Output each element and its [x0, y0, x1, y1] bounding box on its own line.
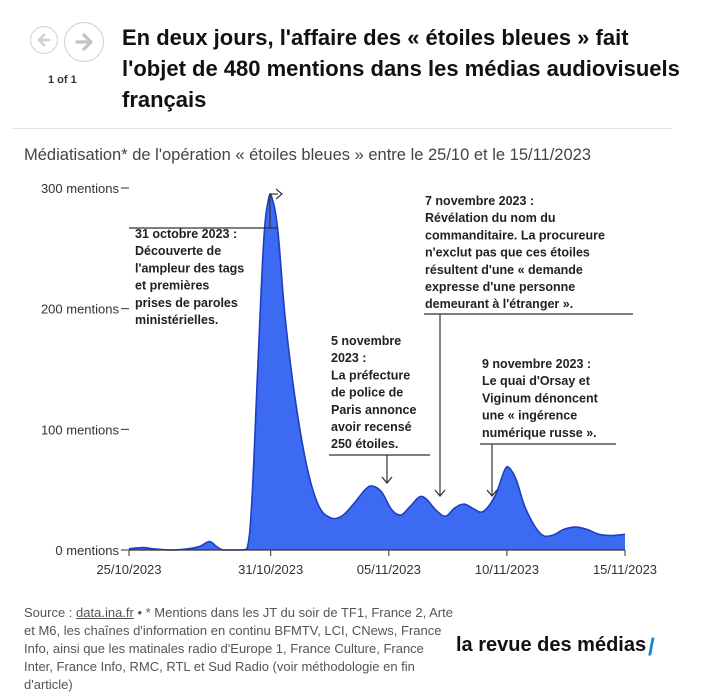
y-tick-label: 200 mentions: [40, 301, 119, 317]
annotation-line: 250 étoiles.: [331, 437, 399, 452]
y-tick-label: 300 mentions: [40, 181, 119, 196]
x-tick-label: 25/10/2023: [96, 562, 162, 577]
headline: En deux jours, l'affaire des « étoiles bleues » fait l'objet de 480 mentions dans les médias audiovisuels français: [122, 25, 680, 112]
annotation-line: résultent d'une « demande: [425, 262, 583, 277]
annotation-line: Révélation du nom du: [425, 211, 556, 226]
brand-logo: la revue des médias: [456, 634, 647, 656]
annotation-line: avoir recensé: [331, 420, 412, 434]
annotation-line: et premières: [135, 278, 210, 293]
annotation-line: prises de paroles: [135, 295, 238, 310]
annotation-line: n'exclut pas que ces étoiles: [425, 245, 590, 260]
annotation-line: commanditaire. La procureure: [425, 228, 605, 243]
page-counter: 1 of 1: [48, 74, 77, 86]
annotation-text: [331, 334, 416, 451]
source-link[interactable]: data.ina.fr: [76, 605, 134, 620]
source-prefix: Source :: [24, 605, 77, 620]
annotation-line: La préfecture: [331, 368, 411, 383]
annotation-line: de police de: [331, 385, 404, 400]
annotation-line: Paris annonce: [331, 402, 417, 417]
annotation-line: ministérielles.: [135, 313, 219, 327]
x-tick-label: 31/10/2023: [238, 562, 304, 577]
annotation-line: 7 novembre 2023 :: [425, 194, 535, 208]
brand-slash: /: [648, 634, 655, 661]
annotation-text: [425, 194, 605, 311]
annotation-line: numérique russe ».: [482, 425, 597, 440]
arrow-left-icon: [37, 33, 51, 47]
annotation-line: 31 octobre 2023 :: [135, 227, 238, 241]
annotation-text: [135, 227, 244, 327]
x-tick-label: 15/11/2023: [592, 562, 658, 577]
annotation-line: 9 novembre 2023 :: [482, 357, 592, 371]
annotation-line: 2023 :: [331, 351, 367, 366]
y-tick-label: 0 mentions: [55, 543, 119, 558]
y-tick-label: 100 mentions: [40, 422, 119, 438]
annotation-line: expresse d'une personne: [425, 280, 576, 294]
area-chart: [0, 170, 690, 590]
source-note: [24, 604, 454, 694]
chart-title: Médiatisation* de l'opération « étoiles bleues » entre le 25/10 et le 15/11/2023: [24, 146, 591, 164]
x-tick-label: 05/11/2023: [356, 562, 421, 577]
x-tick-label: 10/11/2023: [474, 562, 539, 577]
arrow-right-icon: [74, 32, 94, 52]
divider: [12, 128, 672, 129]
source-details: • * Mentions dans les JT du soir de TF1, France 2, Arte et M6, les chaînes d'information en continu BFMTV, LCI, CNews, France Info, ainsi que les matinales radio d'Europe 1, France Culture, France Inter, France Info, RMC, RTL et Sud Radio (voir méthodologie en fin d'article): [24, 605, 453, 692]
annotation-line: Découverte de: [135, 244, 222, 259]
next-button[interactable]: [64, 22, 104, 62]
annotation-line: 5 novembre: [331, 334, 402, 348]
annotation-line: Viginum dénoncent: [482, 391, 598, 406]
annotation-line: demeurant à l'étranger ».: [425, 297, 574, 312]
annotation-text: [482, 357, 599, 440]
annotation-line: l'ampleur des tags: [135, 261, 245, 276]
annotation-line: une « ingérence: [482, 408, 578, 423]
annotation-line: Le quai d'Orsay et: [482, 374, 590, 389]
previous-button[interactable]: [30, 26, 58, 54]
